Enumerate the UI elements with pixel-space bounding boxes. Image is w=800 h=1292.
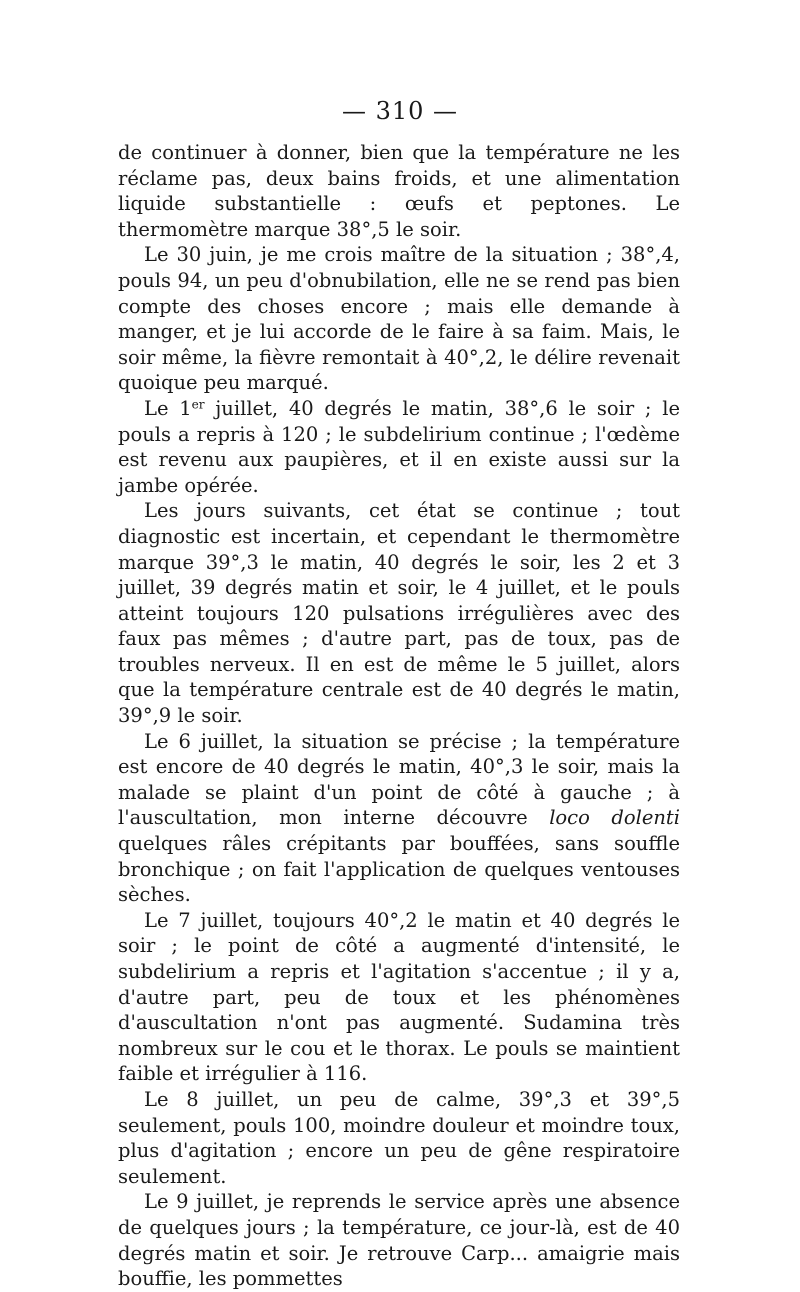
paragraph-p2 xyxy=(118,396,680,498)
text-segment: Le 9 juillet, je reprends le service après une absence de quelques jours ; la température, ce jour-là, est de 40 degrés matin et soir. Je retrouve Carp... amaigrie mais bouffie, les pommettes xyxy=(118,1190,680,1291)
text-segment: Le 30 juin, je me crois maître de la situation ; 38°,4, pouls 94, un peu d'obnubilation, elle ne se rend pas bien compte des choses encore ; mais elle demande à manger, et je lui accorde de le faire à sa faim. Mais, le soir même, la fièvre remontait à 40°,2, le délire revenait quoique peu marqué. xyxy=(118,243,680,395)
superscript: er xyxy=(191,397,205,412)
paragraph-p5 xyxy=(118,908,680,1087)
page-number: — 310 — xyxy=(341,97,459,125)
paragraph-p1 xyxy=(118,242,680,396)
text-segment: Le 7 juillet, toujours 40°,2 le matin et 40 degrés le soir ; le point de côté a augmenté d'intensité, le subdelirium a repris et l'agitation s'accentue ; il y a, d'autre part, peu de toux et les phénomènes d'auscultation n'ont pas augmenté. Sudamina très nombreux sur le cou et le thorax. Le pouls se maintient faible et irrégulier à 116. xyxy=(118,908,680,1086)
paragraph-p3 xyxy=(118,498,680,728)
text-segment: quelques râles crépitants par bouffées, sans souffle bronchique ; on fait l'application de quelques ventouses sèches. xyxy=(118,832,680,907)
italic-phrase: loco dolenti xyxy=(549,806,680,830)
paragraph-p0 xyxy=(118,140,680,242)
paragraph-p6 xyxy=(118,1087,680,1189)
text-segment: Le 6 juillet, la situation se précise ; la température est encore de 40 degrés le matin, 40°,3 le soir, mais la malade se plaint d'un point de côté à gauche ; à l'auscultation, mon interne découvre xyxy=(118,729,680,830)
text-segment: Le 1 xyxy=(144,396,192,420)
text-segment: juillet, 40 degrés le matin, 38°,6 le soir ; le pouls a repris à 120 ; le subdelirium continue ; l'œdème est revenu aux paupières, et il en existe aussi sur la jambe opérée. xyxy=(118,396,680,497)
paragraph-p7 xyxy=(118,1189,680,1291)
text-segment: Les jours suivants, cet état se continue ; tout diagnostic est incertain, et cependant le thermomètre marque 39°,3 le matin, 40 degrés le soir, les 2 et 3 juillet, 39 degrés matin et soir, le 4 juillet, et le pouls atteint toujours 120 pulsations irrégulières avec des faux pas mêmes ; d'autre part, pas de toux, pas de troubles nerveux. Il en est de même le 5 juillet, alors que la température centrale est de 40 degrés le matin, 39°,9 le soir. xyxy=(118,499,680,728)
text-segment: de continuer à donner, bien que la température ne les réclame pas, deux bains froids, et une alimentation liquide substantielle : œufs et peptones. Le thermomètre marque 38°,5 le soir. xyxy=(118,141,680,241)
text-segment: Le 8 juillet, un peu de calme, 39°,3 et 39°,5 seulement, pouls 100, moindre douleur et moindre toux, plus d'agitation ; encore un peu de gêne respiratoire seulement. xyxy=(118,1087,680,1188)
paragraph-p4 xyxy=(118,729,680,908)
body-text xyxy=(118,140,680,1292)
